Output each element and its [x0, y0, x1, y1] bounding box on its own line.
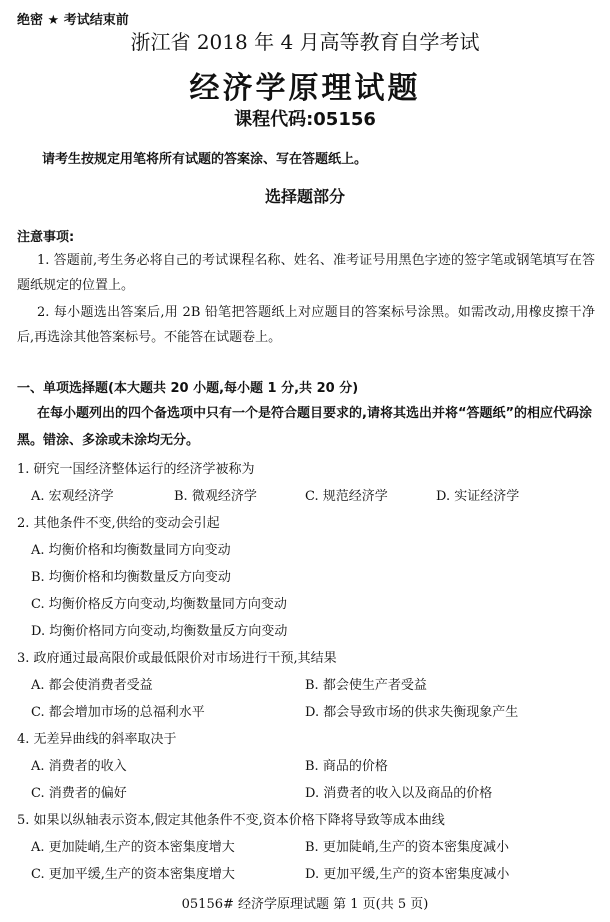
- confidential-mark: 绝密 ★ 考试结束前: [17, 13, 129, 28]
- option-a: A. 均衡价格和均衡数量同方向变动: [31, 543, 231, 558]
- option-c: C. 消费者的偏好: [31, 786, 127, 801]
- note-item: 1. 答题前,考生务必将自己的考试课程名称、姓名、准考证号用黑色字迹的签字笔或钢笔填写在答题纸规定的位置上。: [17, 253, 595, 293]
- option-b: B. 微观经济学: [174, 489, 257, 504]
- option-d: D. 更加平缓,生产的资本密集度减小: [305, 867, 510, 882]
- option-c: C. 均衡价格反方向变动,均衡数量同方向变动: [31, 597, 287, 612]
- question-stem: 1. 研究一国经济整体运行的经济学被称为: [17, 462, 255, 477]
- option-c: C. 更加平缓,生产的资本密集度增大: [31, 867, 235, 882]
- option-c: C. 规范经济学: [305, 489, 388, 504]
- option-c: C. 都会增加市场的总福利水平: [31, 705, 205, 720]
- option-a: A. 更加陡峭,生产的资本密集度增大: [31, 840, 235, 855]
- note-item: 2. 每小题选出答案后,用 2B 铅笔把答题纸上对应题目的答案标号涂黑。如需改动,用橡皮擦干净后,再选涂其他答案标号。不能答在试题卷上。: [17, 305, 595, 345]
- option-d: D. 消费者的收入以及商品的价格: [305, 786, 493, 801]
- answer-instruction: 请考生按规定用笔将所有试题的答案涂、写在答题纸上。: [42, 152, 368, 167]
- option-b: B. 都会使生产者受益: [305, 678, 427, 693]
- option-d: D. 实证经济学: [436, 489, 520, 504]
- part-instruction: 在每小题列出的四个备选项中只有一个是符合题目要求的,请将其选出并将“答题纸”的相应代码涂黑。错涂、多涂或未涂均无分。: [17, 406, 593, 448]
- paper-title: 经济学原理试题: [189, 71, 421, 106]
- notes-heading: 注意事项:: [17, 230, 75, 245]
- option-d: D. 均衡价格同方向变动,均衡数量反方向变动: [31, 624, 288, 639]
- question-stem: 5. 如果以纵轴表示资本,假定其他条件不变,资本价格下降将导致等成本曲线: [17, 813, 445, 828]
- question-stem: 2. 其他条件不变,供给的变动会引起: [17, 516, 220, 531]
- section-title: 选择题部分: [264, 187, 345, 206]
- part-heading: 一、单项选择题(本大题共 20 小题,每小题 1 分,共 20 分): [17, 381, 359, 396]
- option-a: A. 都会使消费者受益: [31, 678, 153, 693]
- page-footer: 05156# 经济学原理试题 第 1 页(共 5 页): [181, 897, 429, 912]
- option-d: D. 都会导致市场的供求失衡现象产生: [305, 705, 519, 720]
- question-stem: 3. 政府通过最高限价或最低限价对市场进行干预,其结果: [17, 651, 337, 666]
- question-stem: 4. 无差异曲线的斜率取决于: [17, 732, 177, 747]
- option-a: A. 消费者的收入: [31, 759, 127, 774]
- option-b: B. 均衡价格和均衡数量反方向变动: [31, 570, 231, 585]
- exam-name: 浙江省 2018 年 4 月高等教育自学考试: [130, 30, 480, 54]
- option-b: B. 商品的价格: [305, 759, 388, 774]
- course-code: 课程代码:05156: [234, 109, 376, 130]
- option-b: B. 更加陡峭,生产的资本密集度减小: [305, 840, 509, 855]
- option-a: A. 宏观经济学: [31, 489, 114, 504]
